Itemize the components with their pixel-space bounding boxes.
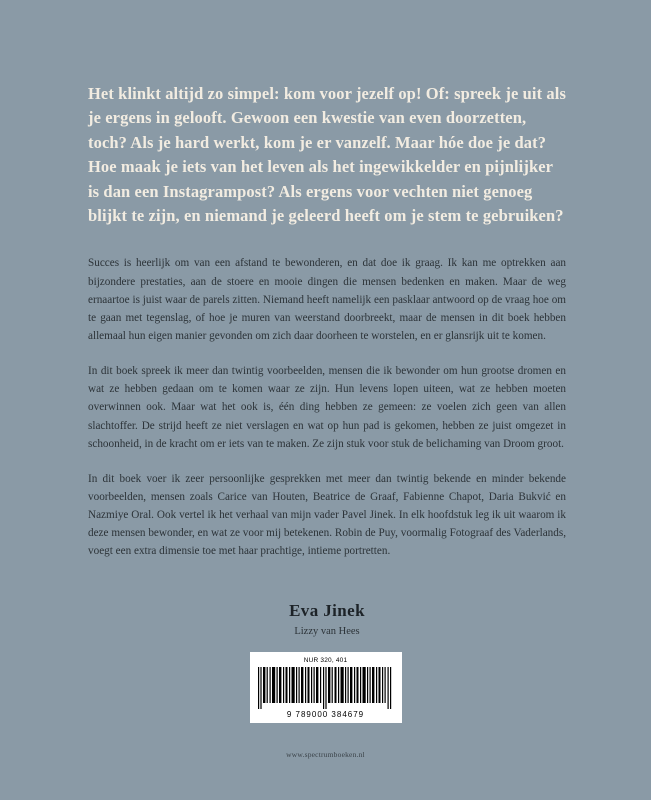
- headline-text: Het klinkt altijd zo simpel: kom voor jezelf op! Of: spreek je uit als je ergens in gelooft. Gewoon een kwestie van even doorzetten, toch? Als je hard werkt, kom je er vanzelf. Maar hóe doe je dat? Hoe maak je iets van het leven als het ingewikkelder en pijnlijker is dan een Instagrampost? Als ergens voor vechten niet genoeg blijkt te zijn, en niemand je geleerd heeft om je stem te gebruiken?: [88, 84, 566, 226]
- cover-text-content: [88, 82, 566, 637]
- nur-code-label: NUR 320, 401: [303, 657, 348, 664]
- barcode-image: [258, 667, 394, 709]
- isbn-number: 9 789000 384679: [286, 710, 365, 719]
- author-name: Eva Jinek: [289, 600, 365, 620]
- body-paragraph-3: In dit boek voer ik zeer persoonlijke gesprekken met meer dan twintig bekende en minder bekende voorbeelden, mensen zoals Carice van Houten, Beatrice de Graaf, Fabienne Chapot, Daria Bukvić en Nazmiye Oral. Ook vertel ik het verhaal van mijn vader Pavel Jinek. In elk hoofdstuk leg ik uit waarom ik deze mensen bewonder, en wat ze voor mij betekenen. Robin de Puy, voormalig Fotograaf des Vaderlands, voegt een extra dimensie toe met haar prachtige, intieme portretten.: [88, 472, 566, 558]
- body-paragraph-1: Succes is heerlijk om van een afstand te bewonderen, en dat doe ik graag. Ik kan me optrekken aan bijzondere prestaties, aan de stoere en mooie dingen die mensen bedenken en maken. Maar de weg ernaartoe is juist waar de parels zitten. Niemand heeft namelijk een pasklaar antwoord op de vraag hoe om te gaan met tegenslag, of hoe je muren van weerstand doorbreekt, maar de mensen in dit boek hebben allemaal hun eigen manier gevonden om zich daar doorheen te worstelen, en er glansrijk uit te komen.: [88, 257, 566, 342]
- barcode-block: [250, 652, 402, 723]
- co-author-name: Lizzy van Hees: [294, 625, 360, 637]
- body-paragraph-2: In dit boek spreek ik meer dan twintig voorbeelden, mensen die ik bewonder om hun grootse dromen en wat ze hebben gedaan om te komen waar ze zijn. Hun levens lopen uiteen, wat ze hebben moeten overwinnen ook. Maar wat het ook is, één ding hebben ze gemeen: ze voelen zich geen van allen slachtoffer. De strijd heeft ze niet verslagen en wat op hun pad is gekomen, hebben ze juist omgezet in schoonheid, in de kracht om er iets van te maken. Ze zijn stuk voor stuk de belichaming van Droom groot.: [88, 365, 566, 450]
- publisher-website: www.spectrumboeken.nl: [286, 750, 365, 759]
- author-block: [88, 601, 566, 637]
